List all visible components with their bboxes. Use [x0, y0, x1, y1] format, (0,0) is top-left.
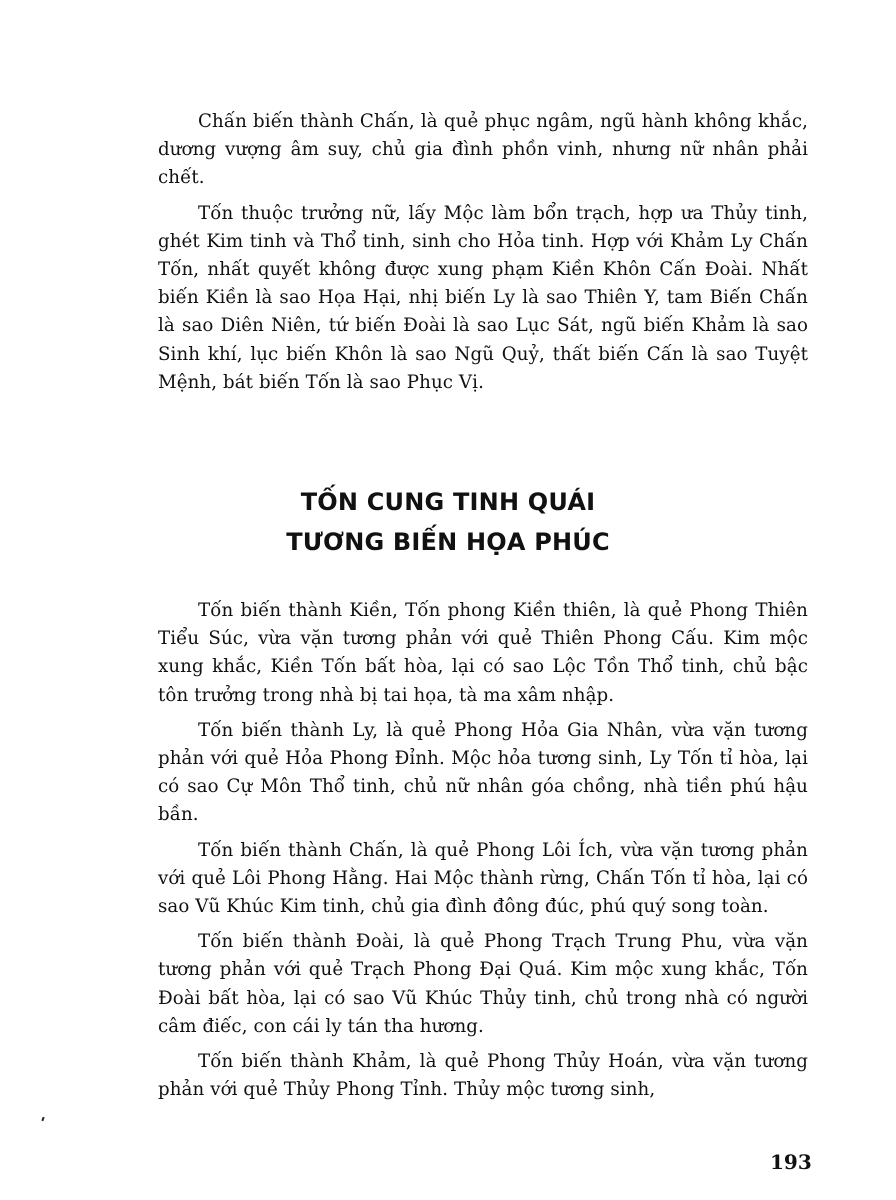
page-number: 193: [770, 1150, 812, 1174]
scan-speck-mark: [41, 1117, 44, 1121]
paragraph-gap: [158, 710, 808, 717]
section-heading-line-1: TỐN CUNG TINH QUÁI: [300, 488, 596, 516]
paragraph-gap: [158, 830, 808, 837]
section-heading: [0, 482, 896, 562]
paragraph-ton-overview: Tốn thuộc trưởng nữ, lấy Mộc làm bổn trạch, hợp ưa Thủy tinh, ghét Kim tinh và Thổ tinh, sinh cho Hỏa tinh. Hợp với Khảm Ly Chấn Tốn, nhất quyết không được xung phạm Kiền Khôn Cấn Đoài. Nhất biến Kiền là sao Họa Hại, nhị biến Ly là sao Thiên Y, tam Biến Chấn là sao Diên Niên, tứ biến Đoài là sao Lục Sát, ngũ biến Khảm là sao Sinh khí, lục biến Khôn là sao Ngũ Quỷ, thất biến Cấn là sao Tuyệt Mệnh, bát biến Tốn là sao Phục Vị.: [158, 202, 808, 393]
paragraph-gap: [158, 1041, 808, 1048]
paragraph-ton-bien-kien: Tốn biến thành Kiền, Tốn phong Kiền thiên, là quẻ Phong Thiên Tiểu Súc, vừa vặn tương phản với quẻ Thiên Phong Cấu. Kim mộc xung khắc, Kiền Tốn bất hòa, lại có sao Lộc Tồn Thổ tinh, chủ bậc tôn trưởng trong nhà bị tai họa, tà ma xâm nhập.: [158, 600, 808, 706]
paragraph-ton-bien-ly: Tốn biến thành Ly, là quẻ Phong Hỏa Gia Nhân, vừa vặn tương phản với quẻ Hỏa Phong Đỉnh. Mộc hỏa tương sinh, Ly Tốn tỉ hòa, lại có sao Cự Môn Thổ tinh, chủ nữ nhân góa chồng, nhà tiền phú hậu bần.: [158, 719, 808, 826]
paragraph-chan-bien-chan: Chấn biến thành Chấn, là quẻ phục ngâm, ngũ hành không khắc, dương vượng âm suy, chủ gia đình phồn vinh, nhưng nữ nhân phải chết.: [158, 111, 808, 189]
top-text-block: [158, 108, 808, 397]
paragraph-gap: [158, 193, 808, 200]
section-text-block: [158, 597, 808, 1104]
paragraph-ton-bien-chan: Tốn biến thành Chấn, là quẻ Phong Lôi Ích, vừa vặn tương phản với quẻ Lôi Phong Hằng. Hai Mộc thành rừng, Chấn Tốn tỉ hòa, lại có sao Vũ Khúc Kim tinh, chủ gia đình đông đúc, phú quý song toàn.: [158, 839, 808, 918]
paragraph-ton-bien-kham: Tốn biến thành Khảm, là quẻ Phong Thủy Hoán, vừa vặn tương phản với quẻ Thủy Phong Tỉnh. Thủy mộc tương sinh,: [158, 1051, 808, 1101]
section-heading-line-2: TƯƠNG BIẾN HỌA PHÚC: [286, 528, 610, 556]
paragraph-gap: [158, 921, 808, 928]
paragraph-ton-bien-doai: Tốn biến thành Đoài, là quẻ Phong Trạch Trung Phu, vừa vặn tương phản với quẻ Trạch Phong Đại Quá. Kim mộc xung khắc, Tốn Đoài bất hòa, lại có sao Vũ Khúc Thủy tinh, chủ trong nhà có người câm điếc, con cái ly tán tha hương.: [158, 931, 808, 1037]
